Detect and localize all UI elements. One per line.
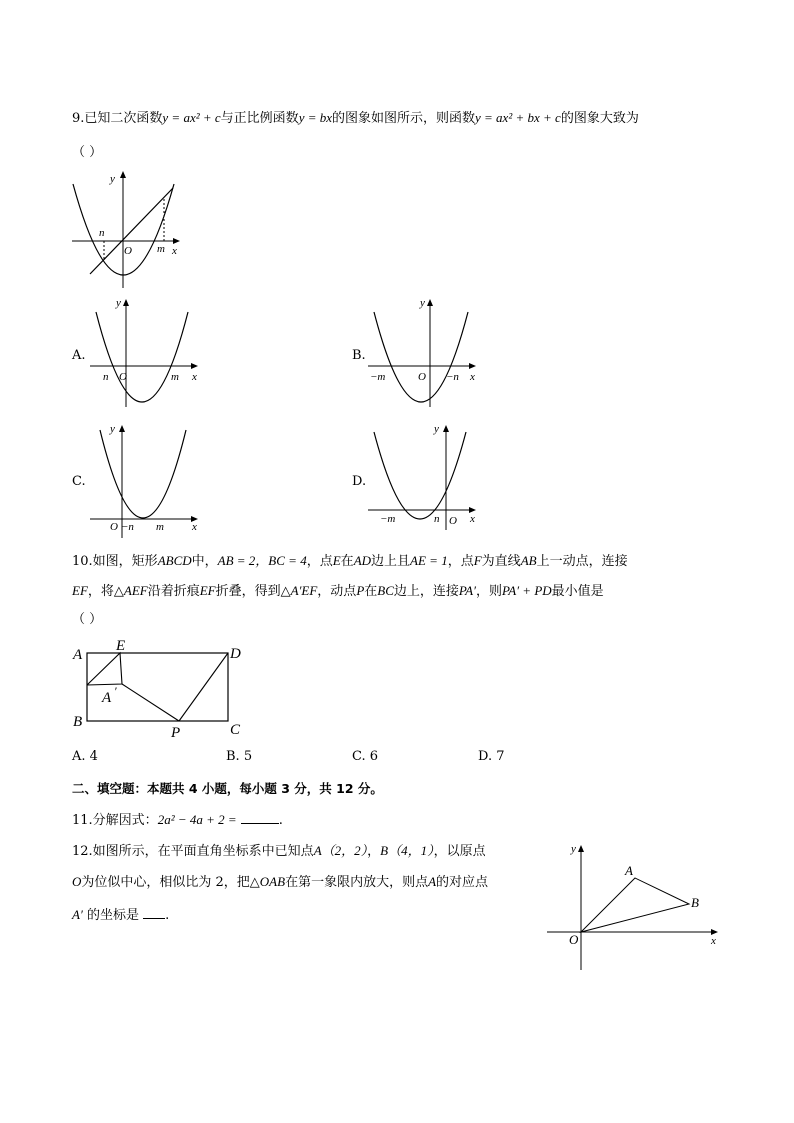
q12-stem-line1: 12.如图所示，在平面直角坐标系中已知点A（2，2），B（4，1），以原点 — [72, 843, 486, 859]
q9-a-y-label: y — [116, 297, 121, 309]
q10-choice-d[interactable]: D. 7 — [478, 749, 505, 764]
q12-x-label: x — [711, 935, 716, 947]
q10-expression: PA′ + PD — [502, 583, 552, 598]
q9-main-n-label: n — [99, 227, 105, 239]
q9-stem: 9.已知二次函数y = ax² + c与正比例函数y = bx的图象如图所示，则函数y = ax² + bx + c的图象大致为 — [72, 110, 639, 126]
q9-b-left-root: −m — [370, 371, 386, 383]
q10-label-a: A — [73, 647, 83, 663]
q9-formula-quadratic: y = ax² + c — [162, 110, 221, 125]
q9-option-d-graph[interactable] — [366, 418, 486, 538]
q12-a-label: A — [625, 863, 633, 878]
q10-label-e: E — [116, 638, 126, 654]
q9-d-x-label: x — [470, 513, 475, 525]
q9-b-y-label: y — [420, 297, 425, 309]
q9-c-right-root: m — [156, 521, 164, 533]
q12-stem-line3: A′ 的坐标是 . — [72, 907, 170, 923]
q9-answer-paren: （ ） — [72, 145, 103, 160]
q10-label-d: D — [230, 646, 241, 662]
q9-c-left-root: −n — [121, 521, 134, 533]
q10-answer-paren: （ ） — [72, 612, 103, 627]
q10-rectangle-figure — [70, 636, 250, 741]
q11-expression: 2a² − 4a + 2 = — [157, 812, 237, 827]
q9-b-right-root: −n — [446, 371, 459, 383]
q9-option-b-graph[interactable] — [366, 294, 486, 409]
q10-label-prime-mark: ′ — [114, 684, 117, 698]
q9-d-right-root: n — [434, 513, 440, 525]
q10-choice-a[interactable]: A. 4 — [72, 749, 98, 764]
q9-main-m-label: m — [157, 243, 165, 255]
q9-a-x-label: x — [192, 371, 197, 383]
q10-given: AB = 2，BC = 4 — [217, 553, 307, 568]
q9-option-a-letter[interactable]: A. — [72, 348, 86, 363]
q10-label-p: P — [171, 725, 181, 741]
q12-point-b: B（4，1） — [380, 843, 434, 858]
q12-b-label: B — [691, 895, 699, 910]
q12-y-label: y — [571, 843, 576, 855]
q9-b-x-label: x — [470, 371, 475, 383]
q10-label-c: C — [230, 722, 241, 738]
q10-label-b: B — [73, 714, 83, 730]
q9-a-left-root: n — [103, 371, 109, 383]
q9-main-figure — [68, 166, 188, 291]
q9-a-origin-label: O — [119, 371, 127, 383]
q10-choice-c[interactable]: C. 6 — [352, 749, 379, 764]
q12-stem-line2: O为位似中心，相似比为 2，把△OAB在第一象限内放大，则点A的对应点 — [72, 874, 489, 890]
q9-option-c-letter[interactable]: C. — [72, 474, 86, 489]
q12-origin-label: O — [569, 932, 579, 947]
q10-label-a-prime: A — [102, 690, 112, 706]
q10-stem-line1: 10.如图，矩形ABCD中，AB = 2，BC = 4，点E在AD边上且AE = 1，点F为直线AB上一动点，连接 — [72, 553, 628, 569]
q9-c-y-label: y — [110, 423, 115, 435]
q9-c-x-label: x — [192, 521, 197, 533]
q9-option-a-graph[interactable] — [88, 294, 208, 409]
q9-formula-target: y = ax² + bx + c — [475, 110, 561, 125]
q10-stem-line2: EF，将△AEF沿着折痕EF折叠，得到△A′EF，动点P在BC边上，连接PA′，则PA′ + PD最小值是 — [72, 583, 604, 599]
q11-stem: 11.分解因式：2a² − 4a + 2 = . — [72, 812, 283, 828]
section-2-heading: 二、填空题：本题共 4 小题，每小题 3 分，共 12 分。 — [72, 781, 383, 796]
q9-d-y-label: y — [434, 423, 439, 435]
q9-d-origin-label: O — [449, 515, 457, 527]
q11-answer-blank[interactable] — [241, 811, 279, 824]
q12-coordinate-figure — [545, 840, 725, 972]
q9-b-origin-label: O — [418, 371, 426, 383]
q9-option-b-letter[interactable]: B. — [352, 348, 366, 363]
q9-main-y-label: y — [110, 173, 115, 185]
q9-option-d-letter[interactable]: D. — [352, 474, 367, 489]
q9-formula-linear: y = bx — [298, 110, 332, 125]
q12-point-a: A（2，2） — [313, 843, 368, 858]
q9-d-left-root: −m — [380, 513, 396, 525]
q9-main-x-label: x — [172, 245, 177, 257]
q9-option-c-graph[interactable] — [88, 418, 208, 538]
q9-a-right-root: m — [171, 371, 179, 383]
q9-c-origin-label: O — [110, 521, 118, 533]
q12-answer-blank[interactable] — [143, 906, 165, 919]
q9-main-origin-label: O — [124, 245, 132, 257]
q10-choice-b[interactable]: B. 5 — [226, 749, 253, 764]
